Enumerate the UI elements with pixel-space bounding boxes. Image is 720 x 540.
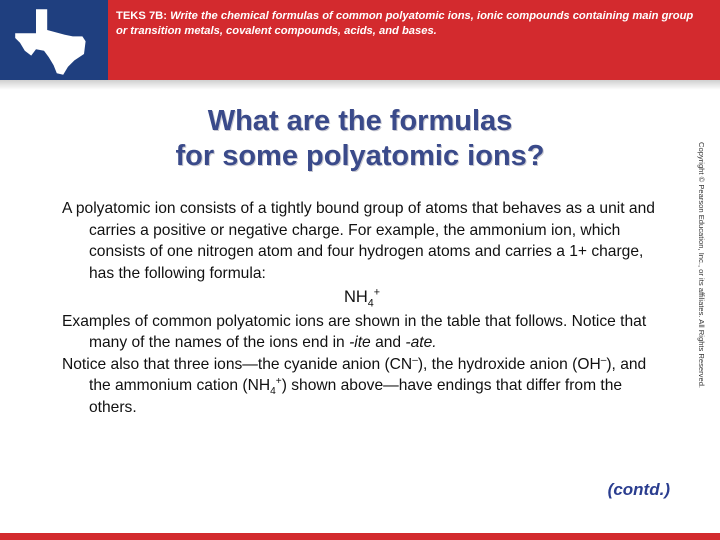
formula-base: NH xyxy=(343,288,368,306)
formula-subscript: 4 xyxy=(367,297,374,310)
suffix-ate: -ate. xyxy=(405,334,437,351)
paragraph-3-part-c: ), and the ammonium cation (NH xyxy=(89,355,647,394)
title-line-1: What are the formulas xyxy=(207,105,513,137)
paragraph-3-part-a: Notice also that three ions—the cyanide anion (CN xyxy=(62,355,413,373)
suffix-ite: -ite xyxy=(349,334,371,351)
paragraph-2-text: Examples of common polyatomic ions are shown in the table that follows. Notice that many of the names of the ions end in xyxy=(62,312,647,351)
paragraph-2-and: and xyxy=(370,334,406,351)
teks-text: Write the chemical formulas of common polyatomic ions, ionic compounds containing main group or transition metals, covalent compounds, acids, and bases. xyxy=(116,10,694,37)
cyanide-charge: – xyxy=(412,354,418,366)
copyright-notice xyxy=(692,142,720,406)
continued-label: (contd.) xyxy=(607,480,670,499)
ammonium-subscript: 4 xyxy=(270,386,276,398)
header-shadow xyxy=(0,80,720,90)
paragraph-3 xyxy=(62,354,662,419)
header-logo-panel xyxy=(0,0,108,86)
texas-state-icon xyxy=(12,6,92,78)
paragraph-1: A polyatomic ion consists of a tightly bound group of atoms that behaves as a unit and carries a positive or negative charge. For example, the ammonium ion, which consists of one nitrogen atom and four hydrogen atoms and carries a 1+ charge, has the following formula: xyxy=(62,200,655,282)
teks-prefix: TEKS 7B: xyxy=(116,10,171,22)
paragraph-3-part-d: ) shown above—have endings that differ from the others. xyxy=(89,377,623,416)
teks-standard xyxy=(116,9,706,39)
hydroxide-charge: – xyxy=(600,354,607,366)
ammonium-formula xyxy=(62,287,662,309)
ammonium-charge: + xyxy=(275,375,282,387)
copyright-text: Copyright © Pearson Education, Inc., or its affiliates. All Rights Reserved. xyxy=(697,142,706,389)
paragraph-2 xyxy=(62,311,662,354)
title-line-2: for some polyatomic ions? xyxy=(175,140,545,172)
paragraph-3-part-b: ), the hydroxide anion (OH xyxy=(417,355,601,373)
formula-superscript: + xyxy=(373,286,381,299)
content-body xyxy=(62,198,662,418)
footer-bar xyxy=(0,533,720,540)
page-title xyxy=(60,104,660,174)
